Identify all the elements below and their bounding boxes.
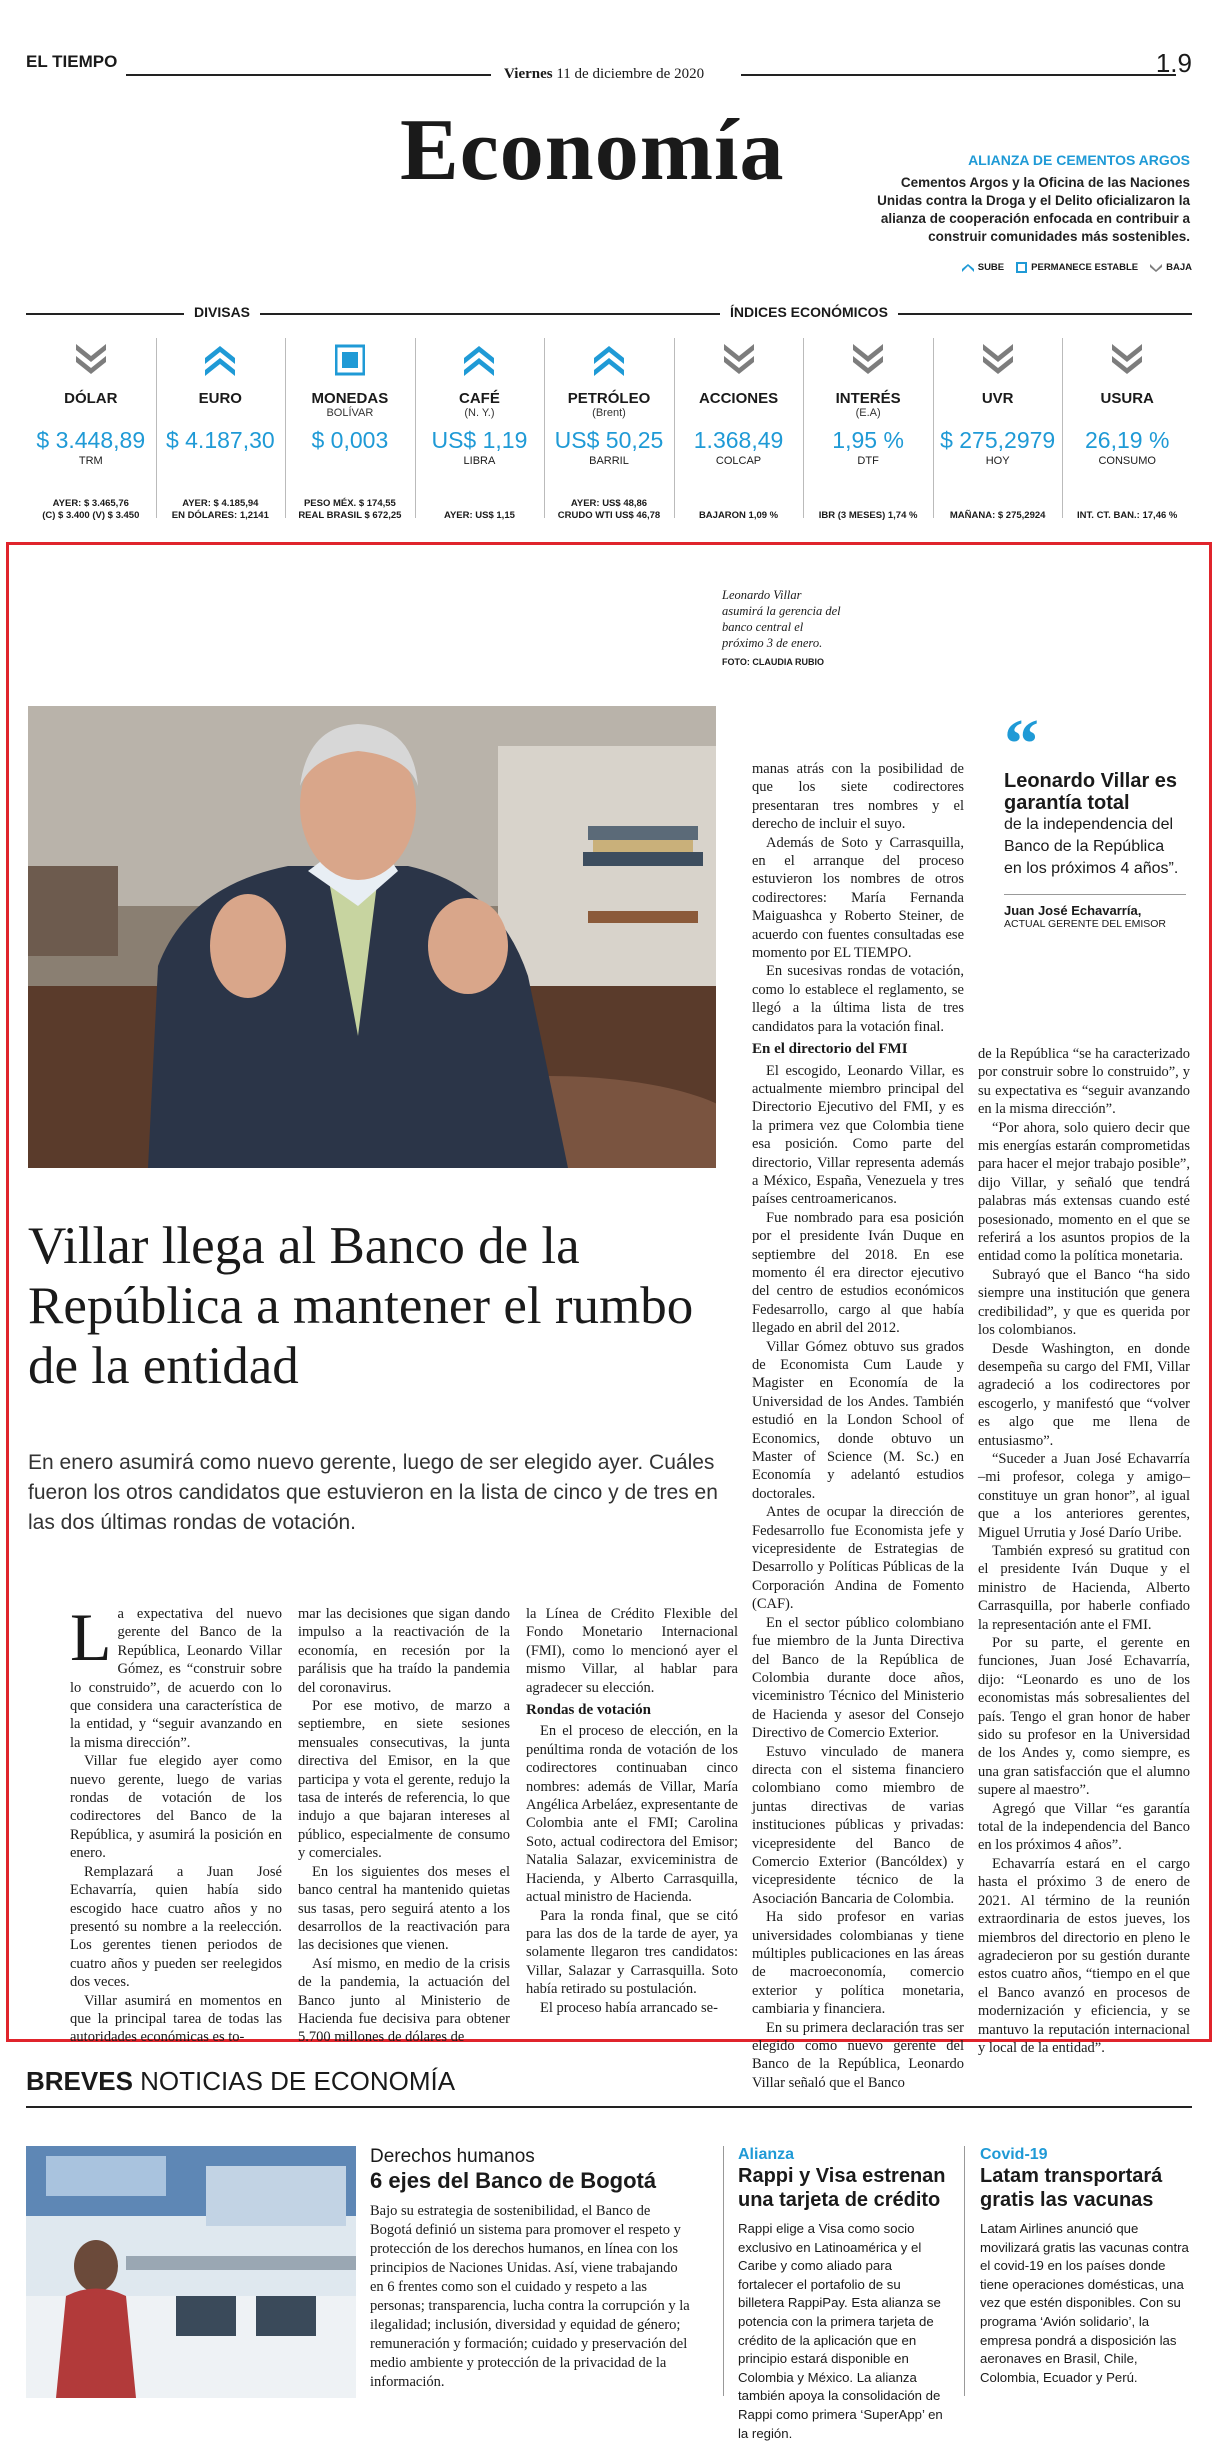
paragraph: “Suceder a Juan José Echavarría –mi profesor, colega y amigo– constituye un gran honor”, al igual que a los anteriores gerentes, Miguel Urrutia y José Darío Uribe. bbox=[978, 1450, 1190, 1541]
indicator-unit: BARRIL bbox=[589, 455, 629, 467]
arrow-up-icon bbox=[962, 264, 974, 272]
arrow-up-icon bbox=[594, 344, 624, 376]
breves-title-bold: BREVES bbox=[26, 2066, 133, 2096]
indicator-ref-2: BAJARON 1,09 % bbox=[698, 510, 779, 521]
indicator-euro bbox=[156, 330, 286, 522]
indicator-value: 1.368,49 bbox=[693, 427, 784, 453]
quote-text: de la independencia del Banco de la República en los próximos 4 años”. bbox=[1004, 816, 1179, 877]
legend-down-label: BAJA bbox=[1166, 262, 1192, 273]
indicator-separator bbox=[544, 338, 545, 518]
indicator-name: MONEDAS bbox=[311, 390, 389, 407]
paragraph: Subrayó que el Banco “ha sido siempre una institución que genera credibilidad”, y que es querida por los colombianos. bbox=[978, 1266, 1190, 1339]
indicator-separator bbox=[285, 338, 286, 518]
paragraph: Para la ronda final, que se citó para las dos de la tarde de ayer, ya solamente llegaron tres candidatos: Villar, Salazar y Carrasquilla. Soto había retirado su postulación. bbox=[526, 1907, 738, 1998]
arrow-up-icon bbox=[464, 344, 494, 376]
indicator-name: USURA bbox=[1100, 390, 1154, 407]
article-column-4 bbox=[752, 760, 964, 2092]
article-column-5 bbox=[978, 1045, 1190, 2057]
breve-title: Rappi y Visa estrenan una tarjeta de crédito bbox=[738, 2165, 946, 2211]
subhead: Rondas de votación bbox=[526, 1702, 652, 1719]
paragraph: Echavarría estará en el cargo hasta el próximo 3 de enero de 2021. Al término de la reunión extraordinaria de estos jueves, los miembros del directorio en pleno le agradecieron por su gestión durante estos cuatro años, “tiempo en el que el Banco avanzó en procesos de modernización y eficiencia, y se mantuvo la reputación internacional y local de la entidad”. bbox=[978, 1855, 1190, 2056]
paragraph: Así mismo, en medio de la crisis de la pandemia, la actuación del Banco junto al Ministerio de Hacienda fue decisiva para obtener 5.700 millones de dólares de bbox=[298, 1955, 510, 2046]
paragraph: En sucesivas rondas de votación, como lo establece el reglamento, se llegó a la última lista de tres candidatos para la votación final. bbox=[752, 963, 964, 1035]
indicator-ref-2: INT. CT. BAN.: 17,46 % bbox=[1077, 510, 1178, 521]
article-headline: Villar llega al Banco de la República a mantener el rumbo de la entidad bbox=[28, 1217, 694, 1395]
indicators-strip bbox=[26, 330, 1192, 522]
paragraph: manas atrás con la posibilidad de que los siete codirectores presentaran tres nombres y el derecho de incluir el suyo. bbox=[752, 761, 964, 833]
promo-box[interactable] bbox=[860, 152, 1190, 246]
indicator-unit: DTF bbox=[857, 455, 879, 467]
legend-stable bbox=[1016, 262, 1138, 273]
paragraph: Villar asumirá en momentos en que la principal tarea de todas las autoridades económicas es to- bbox=[70, 1992, 282, 2046]
quote-strong: Leonardo Villar es garantía total bbox=[1004, 770, 1178, 814]
breve-text: Rappi elige a Visa como socio exclusivo en Latinoamérica y el Caribe y como aliado para fortalecer el portafolio de su billetera RappiPay. Esta alianza se potencia con la primera tarjeta de crédito de la aplicación que en principio estará disponible en Colombia y México. La alianza también apoya la consolidación de Rappi como primera ‘SuperApp’ en la región. bbox=[738, 2221, 943, 2441]
paragraph: Además de Soto y Carrasquilla, en el arranque del proceso estuvieron los nombres de otros codirectores: María Fernanda Maiguashca y Roberto Steiner, de acuerdo con fuentes consultadas ese momento por EL TIEMPO. bbox=[752, 834, 964, 962]
indicator-ref-2: (C) $ 3.400 (V) $ 3.450 bbox=[42, 510, 140, 521]
indicator-petróleo bbox=[544, 330, 674, 522]
article-column-1 bbox=[70, 1599, 282, 2047]
indicator-ref-1: AYER: $ 4.185,94 bbox=[182, 498, 259, 509]
indicator-ref-2: AYER: US$ 1,15 bbox=[443, 510, 515, 521]
indicator-ref-2: MAÑANA: $ 275,2924 bbox=[949, 510, 1046, 521]
indicator-name: DÓLAR bbox=[64, 390, 118, 407]
breves-header bbox=[26, 2066, 1192, 2106]
paragraph: También expresó su gratitud con el presidente Iván Duque y el ministro de Hacienda, Alberto Carrasquilla, por haberle confiado la representación ante el FMI. bbox=[978, 1542, 1190, 1633]
photo-caption bbox=[722, 587, 842, 670]
caption-text: Leonardo Villar asumirá la gerencia del banco central el próximo 3 de enero. bbox=[722, 588, 841, 650]
arrow-down-icon bbox=[1150, 264, 1162, 272]
indicator-reference bbox=[933, 510, 1063, 522]
indicator-unit: CONSUMO bbox=[1098, 455, 1156, 467]
pull-quote bbox=[1004, 706, 1186, 930]
newspaper-brand: EL TIEMPO bbox=[26, 52, 118, 71]
indicator-dólar bbox=[26, 330, 156, 522]
breve-kicker: Covid-19 bbox=[980, 2146, 1048, 2163]
indicator-monedas bbox=[285, 330, 415, 522]
paragraph: En su primera declaración tras ser elegido como nuevo gerente del Banco de la República, Leonardo Villar señaló que el Banco bbox=[752, 2019, 964, 2091]
date-rest: 11 de diciembre de 2020 bbox=[556, 66, 705, 82]
indicator-separator bbox=[933, 338, 934, 518]
indicator-value: US$ 50,25 bbox=[554, 427, 664, 453]
indicator-separator bbox=[803, 338, 804, 518]
indicator-value: US$ 1,19 bbox=[431, 427, 528, 453]
indicator-reference bbox=[1062, 510, 1192, 522]
breve-text: Bajo su estrategia de sostenibilidad, el Banco de Bogotá definió un sistema para promover el respeto y protección de los derechos humanos, en línea con los principios de Naciones Unidas. Así, viene trabajando en 6 frentes como son el cuidado y respeto a las personas; transparencia, lucha contra la corrupción y la ilegalidad; inclusión, diversidad y equidad de género; remuneración y formación; cuidado y preservación del medio ambiente y protección de la privacidad de la información. bbox=[370, 2203, 690, 2390]
indicator-ref-2: EN DÓLARES: 1,2141 bbox=[171, 510, 269, 521]
legend-up-label: SUBE bbox=[977, 262, 1005, 273]
legend-up bbox=[962, 262, 1004, 273]
paragraph: Ha sido profesor en varias universidades colombianas y tiene múltiples publicaciones en las áreas de macroeconomía, comercio exterior y política monetaria, cambiaria y financiera. bbox=[752, 1909, 964, 2018]
article-column-2 bbox=[298, 1605, 510, 2047]
indicator-separator bbox=[415, 338, 416, 518]
indicator-interés bbox=[803, 330, 933, 522]
arrow-down-icon bbox=[853, 344, 883, 376]
breve-photo bbox=[26, 2146, 356, 2398]
paragraph: Antes de ocupar la dirección de Fedesarrollo fue Economista jefe y vicepresidente de Estrategias de Desarrollo y Políticas Públicas de la Corporación Andina de Fomento (CAF). bbox=[752, 1504, 964, 1613]
article-column-3 bbox=[526, 1605, 738, 2017]
indicator-separator bbox=[156, 338, 157, 518]
paragraph: El escogido, Leonardo Villar, es actualmente miembro principal del Directorio Ejecutivo del FMI, y es la primera vez que Colombia tiene esa posición. Como parte del directorio, Villar representa además a México, España, Venezuela y tres países centroamericanos. bbox=[752, 1062, 964, 1208]
drop-cap: L bbox=[70, 1599, 112, 1675]
quote-author: Juan José Echavarría, bbox=[1004, 894, 1186, 918]
indicator-ref-1: AYER: $ 3.465,76 bbox=[52, 498, 129, 509]
indicator-reference bbox=[415, 510, 545, 522]
indicator-value: $ 275,2979 bbox=[940, 427, 1056, 453]
indicator-ref-2: REAL BRASIL $ 672,25 bbox=[298, 510, 402, 521]
indicator-name: UVR bbox=[981, 390, 1014, 407]
paragraph: En el sector público colombiano fue miembro de la Junta Directiva del Banco de la República de Colombia durante doce años, viceministro Técnico del Ministerio de Hacienda y asesor del Consejo Directivo de Comercio Exterior. bbox=[752, 1614, 964, 1742]
article-photo bbox=[28, 706, 716, 1168]
paragraph: En los siguientes dos meses el banco central ha mantenido quietas sus tasas, pero seguirá atento a los desarrollos de la reactivación para las decisiones que vienen. bbox=[298, 1863, 510, 1954]
indicator-ref-2: IBR (3 MESES) 1,74 % bbox=[818, 510, 918, 521]
indicator-usura bbox=[1062, 330, 1192, 522]
arrow-down-icon bbox=[983, 344, 1013, 376]
indicator-sub bbox=[933, 407, 1063, 419]
paragraph: Por su parte, el gerente en funciones, Juan José Echavarría, dijo: “Leonardo es uno de los economistas más sobresalientes del país. Tengo el gran honor de haber sido su profesor en la Universidad de los Andes y, como siempre, es una gran satisfacción que el alumno supere al maestro”. bbox=[978, 1635, 1190, 1799]
indicator-separator bbox=[674, 338, 675, 518]
breve-kicker: Derechos humanos bbox=[370, 2146, 535, 2167]
indicator-ref-1: PESO MÉX. $ 174,55 bbox=[303, 498, 396, 509]
indicator-uvr bbox=[933, 330, 1063, 522]
stable-icon bbox=[335, 344, 365, 376]
indicator-café bbox=[415, 330, 545, 522]
indicator-unit: HOY bbox=[985, 455, 1010, 467]
page-number: 1.9 bbox=[1155, 48, 1192, 78]
paragraph: Villar Gómez obtuvo sus grados de Economista Cum Laude y Magister en Economía de la Universidad de los Andes. También estudió en la London School of Economics, donde obtuvo un Master of Science (M. Sc.) en Economía y adelantó estudios doctorales. bbox=[752, 1338, 964, 1502]
indicator-value: $ 4.187,30 bbox=[165, 427, 275, 453]
indicator-name: PETRÓLEO bbox=[567, 390, 651, 407]
breves-title-rest: NOTICIAS DE ECONOMÍA bbox=[132, 2066, 456, 2096]
indicator-name: CAFÉ bbox=[459, 390, 500, 407]
photo-credit: FOTO: CLAUDIA RUBIO bbox=[722, 657, 824, 667]
indicator-name: ACCIONES bbox=[698, 390, 779, 407]
subhead: En el directorio del FMI bbox=[752, 1041, 908, 1058]
trend-legend bbox=[920, 262, 1192, 273]
indicator-reference bbox=[26, 498, 156, 522]
paragraph: Fue nombrado para esa posición por el presidente Iván Duque en septiembre del 2018. En ese momento él era director ejecutivo del centro de estudios económicos Fedesarrollo, cargo al que había llegado en abril del 2012. bbox=[752, 1209, 964, 1337]
indicator-sub bbox=[26, 407, 156, 419]
paragraph: mar las decisiones que sigan dando impulso a la reactivación de la economía, en recesión por la parálisis que ha traído la pandemia del coronavirus. bbox=[298, 1606, 510, 1696]
breve-separator bbox=[723, 2146, 724, 2396]
breves-title bbox=[26, 2066, 455, 2097]
paragraph: El proceso había arrancado se- bbox=[540, 1999, 718, 2016]
indicator-sub bbox=[1062, 407, 1192, 419]
indicator-sub: BOLÍVAR bbox=[326, 407, 374, 419]
indicator-reference bbox=[803, 510, 933, 522]
bank-office-photo bbox=[26, 2146, 356, 2398]
indicator-sub bbox=[674, 407, 804, 419]
paragraph: Por ese motivo, de marzo a septiembre, en siete sesiones mensuales consecutivas, la junta directiva del Emisor, en la que participa y vota el gerente, redujo la tasa de interés de referencia, lo que indujo a que bajaran intereses al público, especialmente de consumo y comerciales. bbox=[298, 1698, 510, 1862]
legend-stable-label: PERMANECE ESTABLE bbox=[1031, 262, 1139, 273]
indicator-sub bbox=[156, 407, 286, 419]
arrow-down-icon bbox=[724, 344, 754, 376]
masthead bbox=[26, 48, 1192, 82]
indicator-unit: TRM bbox=[78, 455, 103, 467]
indicator-name: INTERÉS bbox=[835, 390, 901, 407]
indicator-ref-2: CRUDO WTI US$ 46,78 bbox=[557, 510, 661, 521]
indicator-reference bbox=[674, 510, 804, 522]
indicator-value: $ 3.448,89 bbox=[36, 427, 146, 453]
arrow-down-icon bbox=[1112, 344, 1142, 376]
breves-rule bbox=[26, 2106, 1192, 2108]
indicator-sub: (E.A) bbox=[855, 407, 881, 419]
breve-item-2[interactable] bbox=[738, 2146, 950, 2443]
indicator-reference bbox=[285, 498, 415, 522]
paragraph: En el proceso de elección, en la penúltima ronda de votación de los codirectores continuaban cinco nombres: además de Villar, María Angélica Arbeláez, expresentante de Colombia ante el FMI; Carolina Soto, actual codirectora del Emisor; Natalia Salazar, exviceministra de Hacienda, y Alberto Carrasquilla, actual ministro de Hacienda. bbox=[526, 1723, 738, 1906]
promo-text: Cementos Argos y la Oficina de las Naciones Unidas contra la Droga y el Delito oficializaron la alianza de cooperación enfocada en contribuir a construir comunidades más sostenibles. bbox=[877, 175, 1190, 244]
indicator-separator bbox=[1062, 338, 1063, 518]
breve-title: Latam transportará gratis las vacunas bbox=[980, 2165, 1163, 2211]
indicator-value: $ 0,003 bbox=[311, 427, 389, 453]
paragraph: Villar fue elegido ayer como nuevo gerente, luego de varias rondas de votación de los codirectores del Banco de la República, y asumirá la posición en enero. bbox=[70, 1753, 282, 1862]
paragraph: Remplazará a Juan José Echavarría, quien había sido escogido hace cuatro años y no presentó su nombre a la reelección. Los gerentes tienen periodos de cuatro años y pueden ser reelegidos dos veces. bbox=[70, 1863, 282, 1991]
breve-title: 6 ejes del Banco de Bogotá bbox=[370, 2168, 657, 2193]
masthead-rule bbox=[741, 74, 1176, 76]
breve-kicker: Alianza bbox=[738, 2146, 795, 2163]
quote-role: ACTUAL GERENTE DEL EMISOR bbox=[1004, 918, 1167, 930]
band-divisas: DIVISAS bbox=[184, 304, 260, 320]
arrow-up-icon bbox=[205, 344, 235, 376]
indicator-acciones bbox=[674, 330, 804, 522]
date-day: Viernes bbox=[504, 66, 553, 82]
arrow-down-icon bbox=[76, 344, 106, 376]
breve-item-3[interactable] bbox=[980, 2146, 1192, 2387]
indicator-value: 1,95 % bbox=[832, 427, 904, 453]
paragraph: a expectativa del nuevo gerente del Banco de la República, Leonardo Villar Gómez, es “construir sobre lo construido”, de acuerdo con lo que considera una característica de la entidad, y “seguir avanzando en la misma dirección”. bbox=[70, 1606, 282, 1751]
paragraph: la Línea de Crédito Flexible del Fondo Monetario Internacional (FMI), como lo mencionó ayer el mismo Villar, al hablar para agradecer su elección. bbox=[526, 1606, 738, 1696]
paragraph: Desde Washington, en donde desempeña su cargo del FMI, Villar agradeció a los codirectores por escogerlo, y manifestó que “volver es algo que me llena de entusiasmo”. bbox=[978, 1340, 1190, 1449]
leonardo-villar-photo bbox=[28, 706, 716, 1168]
indicator-unit: COLCAP bbox=[715, 455, 762, 467]
band-indices: ÍNDICES ECONÓMICOS bbox=[720, 304, 898, 320]
indicator-ref-1: AYER: US$ 48,86 bbox=[570, 498, 648, 509]
paragraph: Agregó que Villar “es garantía total de la independencia del Banco en los próximos 4 años”. bbox=[978, 1800, 1190, 1854]
indicator-unit: LIBRA bbox=[463, 455, 496, 467]
indicator-name: EURO bbox=[198, 390, 242, 407]
breve-item-1[interactable] bbox=[370, 2146, 690, 2392]
indicator-reference bbox=[544, 498, 674, 522]
article-lead: En enero asumirá como nuevo gerente, luego de ser elegido ayer. Cuáles fueron los otros candidatos que estuvieron en la lista de cinco y de tres en las dos últimas rondas de votación. bbox=[28, 1451, 718, 1534]
indicator-sub: (N. Y.) bbox=[464, 407, 495, 419]
masthead-rule bbox=[126, 74, 491, 76]
indicator-value: 26,19 % bbox=[1085, 427, 1170, 453]
legend-down bbox=[1150, 262, 1192, 273]
indicator-reference bbox=[156, 498, 286, 522]
breve-text: Latam Airlines anunció que movilizará gratis las vacunas contra el covid-19 en los países donde tiene operaciones domésticas, una vez que estén disponibles. Con su programa ‘Avión solidario’, la empresa pondrá a disposición las aeronaves en Brasil, Chile, Colombia, Ecuador y Perú. bbox=[980, 2221, 1189, 2385]
paragraph: Estuvo vinculado de manera directa con el sistema financiero colombiano como miembro de juntas directivas de varias instituciones públicas y privadas: vicepresidente del Banco de Comercio Exterior (Bancóldex) y vicepresidente técnico de la Asociación Bancaria de Colombia. bbox=[752, 1743, 964, 1907]
stable-icon bbox=[1016, 262, 1027, 273]
section-title: Economía bbox=[400, 102, 785, 199]
paragraph: de la República “se ha caracterizado por construir sobre lo construido”, y su expectativa es “seguir avanzando en la misma dirección”. bbox=[978, 1046, 1190, 1118]
issue-date bbox=[504, 66, 704, 83]
promo-title: ALIANZA DE CEMENTOS ARGOS bbox=[968, 152, 1190, 168]
quote-mark-icon: “ bbox=[1004, 706, 1039, 783]
paragraph: “Por ahora, solo quiero decir que mis energías estarán comprometidas para hacer el mejor trabajo posible”, dijo Villar, y señaló que tendrá palabras más extensas cuando esté posesionado, momento en el que se referirá a los asuntos propios de la entidad como la política monetaria. bbox=[978, 1119, 1190, 1265]
indicator-sub: (Brent) bbox=[592, 407, 626, 419]
breve-separator bbox=[964, 2146, 965, 2396]
